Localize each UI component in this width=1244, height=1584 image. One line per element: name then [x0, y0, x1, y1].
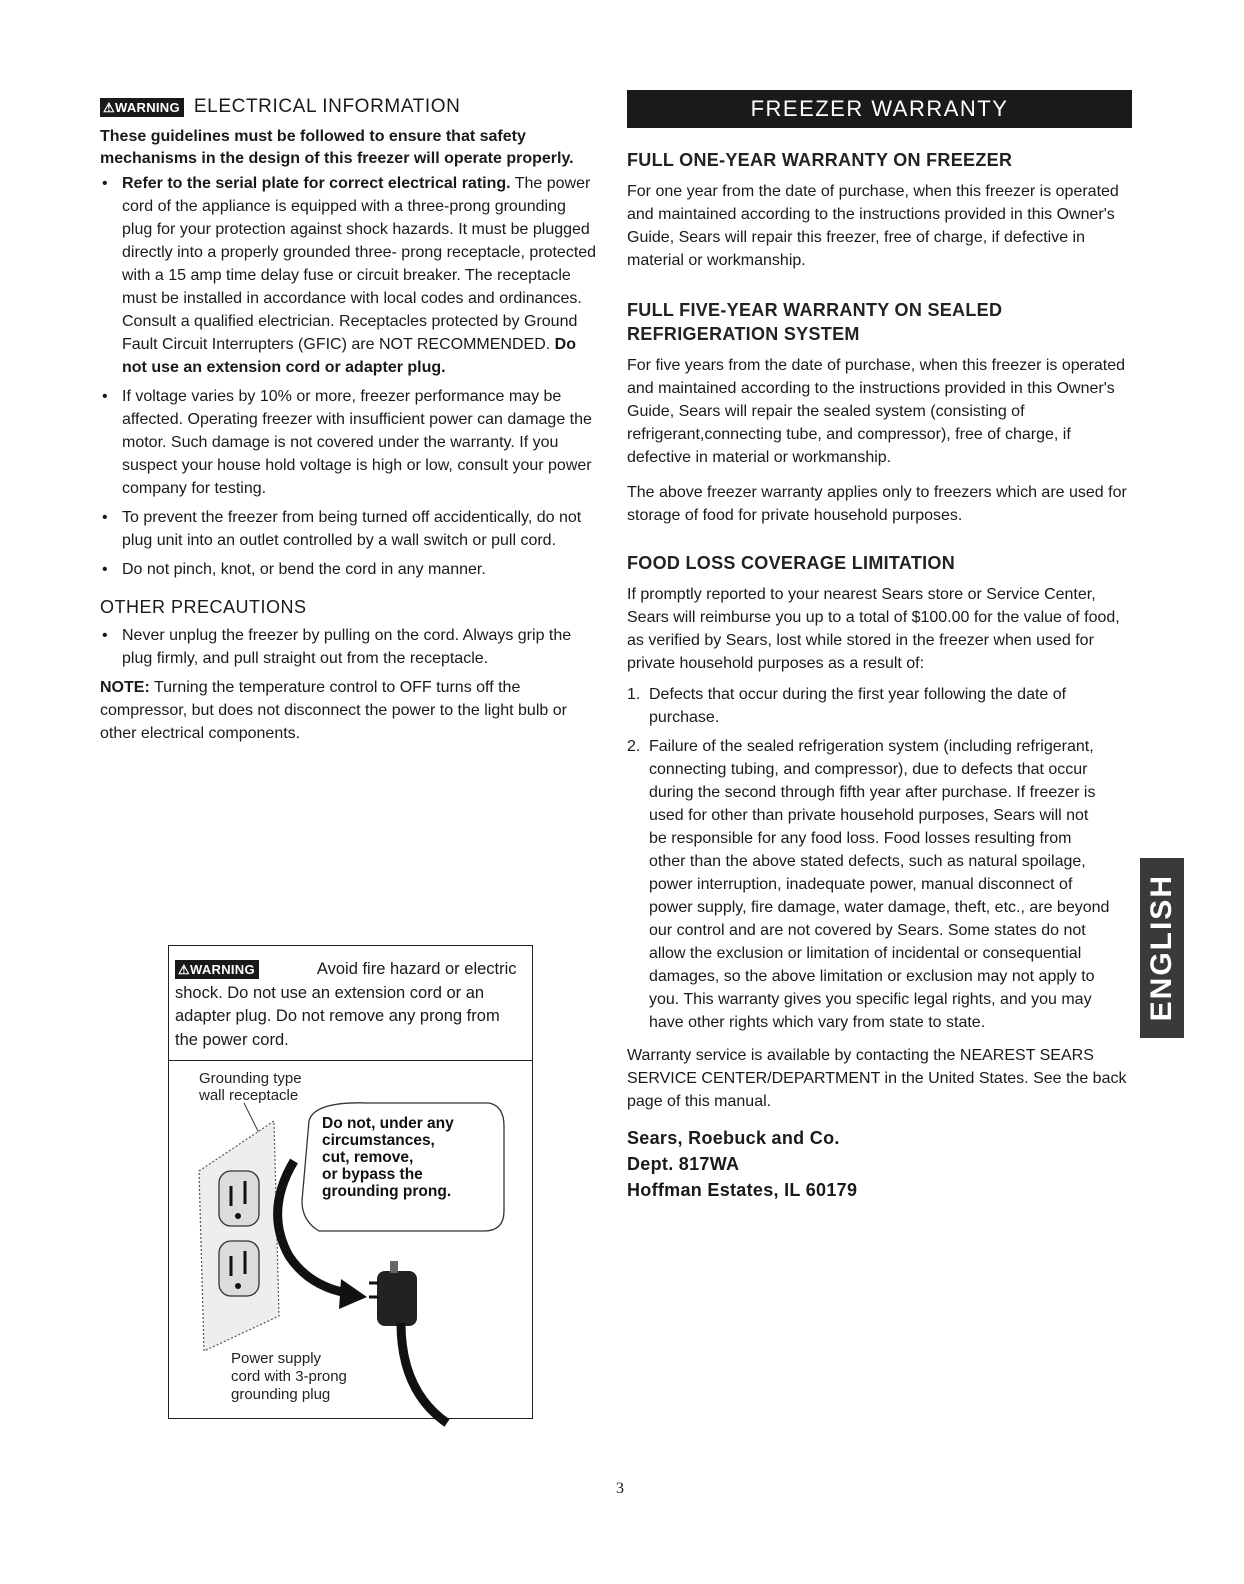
callout-line2: circumstances, [322, 1132, 435, 1149]
electrical-intro: These guidelines must be followed to ensure that safety mechanisms in the design of this freezer will operate properly. [100, 128, 574, 167]
callout-line4: or bypass the [322, 1166, 423, 1183]
list-item: • Never unplug the freezer by pulling on the cord. Always grip the plug firmly, and pull straight out from the receptacle. [100, 624, 600, 670]
fig-label-receptacle: Grounding type [199, 1070, 302, 1087]
right-column [627, 90, 1132, 1203]
list-item: 1. Defects that occur during the first year following the date of purchase. [627, 686, 1067, 726]
list-item: • Do not pinch, knot, or bend the cord in any manner. [100, 558, 600, 581]
other-precautions-title: OTHER PRECAUTIONS [100, 597, 307, 617]
warranty-service-text: Warranty service is available by contacting the NEAREST SEARS SERVICE CENTER/DEPARTMENT in the United States. See the back page of this manual. [627, 1047, 1127, 1110]
list-item: 2. Failure of the sealed refrigeration system (including refrigerant, connecting tubing, and compressor), due to defects that occur during the second through fifth year after purchase. If freezer is used for other than private household purposes, Sears will not be responsible for any food loss. Food losses resulting from other than the above stated defects, such as natural spoilage, power interruption, inadequate power, manual disconnect of power supply, fire damage, water damage, theft, etc., are beyond our control and are not covered by Sears. Some states do not allow the exclusion or limitation of incidental or consequential damages, so the above limitation or exclusion may not apply to you. This warranty gives you specific legal rights, and you may have other rights which vary from state to state. [627, 738, 1110, 1031]
note [100, 676, 600, 745]
freezer-warranty-banner: FREEZER WARRANTY [627, 90, 1132, 128]
fig-label-plug-3: grounding plug [231, 1386, 331, 1403]
list-item: • To prevent the freezer from being turned off accidentically, do not plug unit into an outlet controlled by a wall switch or pull cord. [100, 506, 600, 552]
electrical-heading [100, 96, 600, 118]
plug-icon [369, 1261, 447, 1423]
leader-line [244, 1103, 259, 1133]
warranty-applies-text: The above freezer warranty applies only to freezers which are used for storage of food for private household purposes. [627, 484, 1127, 524]
other-precautions-list [100, 624, 600, 670]
food-loss-title: FOOD LOSS COVERAGE LIMITATION [627, 553, 956, 573]
left-column [100, 96, 600, 745]
warning-badge: ⚠WARNING [175, 960, 259, 979]
one-year-warranty-text: For one year from the date of purchase, when this freezer is operated and maintained according to the instructions provided in this Owner's Guide, Sears will repair this freezer, free of charge, if defective in material or workmanship. [627, 183, 1119, 269]
fig-label-plug: Power supply [231, 1350, 322, 1367]
callout-line1: Do not, under any [322, 1115, 454, 1132]
callout-line5: grounding prong. [322, 1183, 452, 1200]
list-item: • If voltage varies by 10% or more, freezer performance may be affected. Operating freezer with insufficient power can damage the motor. Such damage is not covered under the warranty. If you suspect your house hold voltage is high or low, consult your power company for testing. [100, 385, 600, 500]
list-item: • Refer to the serial plate for correct electrical rating. The power cord of the appliance is equipped with a three-prong grounding plug for your protection against shock hazards. It must be plugged directly into a properly grounded three- prong receptacle, protected with a 15 amp time delay fuse or circuit breaker. The receptacle must be installed in accordance with local codes and ordinances. Consult a qualified electrician. Receptacles protected by Ground Fault Circuit Interrupters (GFIC) are NOT RECOMMENDED. Do not use an extension cord or adapter plug. [100, 172, 600, 379]
fig-label-plug-2: cord with 3-prong [231, 1368, 347, 1385]
warning-triangle-icon: ⚠ [103, 99, 115, 115]
warning-box [168, 945, 533, 1419]
five-year-warranty-title: FULL FIVE-YEAR WARRANTY ON SEALED REFRIGERATION SYSTEM [627, 300, 1003, 344]
fig-label-receptacle-2: wall receptacle [199, 1087, 299, 1104]
page-number: 3 [616, 1480, 624, 1497]
warning-badge: ⚠WARNING [100, 98, 184, 117]
warning-box-text: ⚠WARNING Avoid fire hazard or electric shock. Do not use an extension cord or an adapter plug. Do not remove any prong from the power cord. [169, 946, 532, 1061]
grounding-plug-figure [169, 1061, 532, 1441]
note-label: NOTE: [100, 679, 150, 696]
one-year-warranty-title: FULL ONE-YEAR WARRANTY ON FREEZER [627, 150, 1013, 170]
food-loss-text: If promptly reported to your nearest Sears store or Service Center, Sears will reimburse you up to a total of $100.00 for the value of food, as verified by Sears, lost while stored in the freezer when used for private household purposes as a result of: [627, 586, 1120, 672]
electrical-title: ELECTRICAL INFORMATION [193, 96, 461, 117]
warning-triangle-icon: ⚠ [178, 962, 190, 978]
english-side-tab: ENGLISH [1140, 858, 1184, 1038]
wall-receptacle-icon [199, 1121, 279, 1351]
note-text: Turning the temperature control to OFF turns off the compressor, but does not disconnect the power to the light bulb or other electrical components. [100, 679, 567, 742]
electrical-list [100, 172, 600, 581]
sears-address: Sears, Roebuck and Co. Dept. 817WA Hoffman Estates, IL 60179 [627, 1128, 858, 1200]
food-loss-list [627, 683, 1132, 1034]
five-year-warranty-text: For five years from the date of purchase, when this freezer is operated and maintained according to the instructions provided in this Owner's Guide, Sears will repair the sealed system (consisting of refrigerant,connecting tube, and compressor), free of charge, if defective in material or workmanship. [627, 357, 1126, 466]
callout-line3: cut, remove, [322, 1149, 414, 1166]
